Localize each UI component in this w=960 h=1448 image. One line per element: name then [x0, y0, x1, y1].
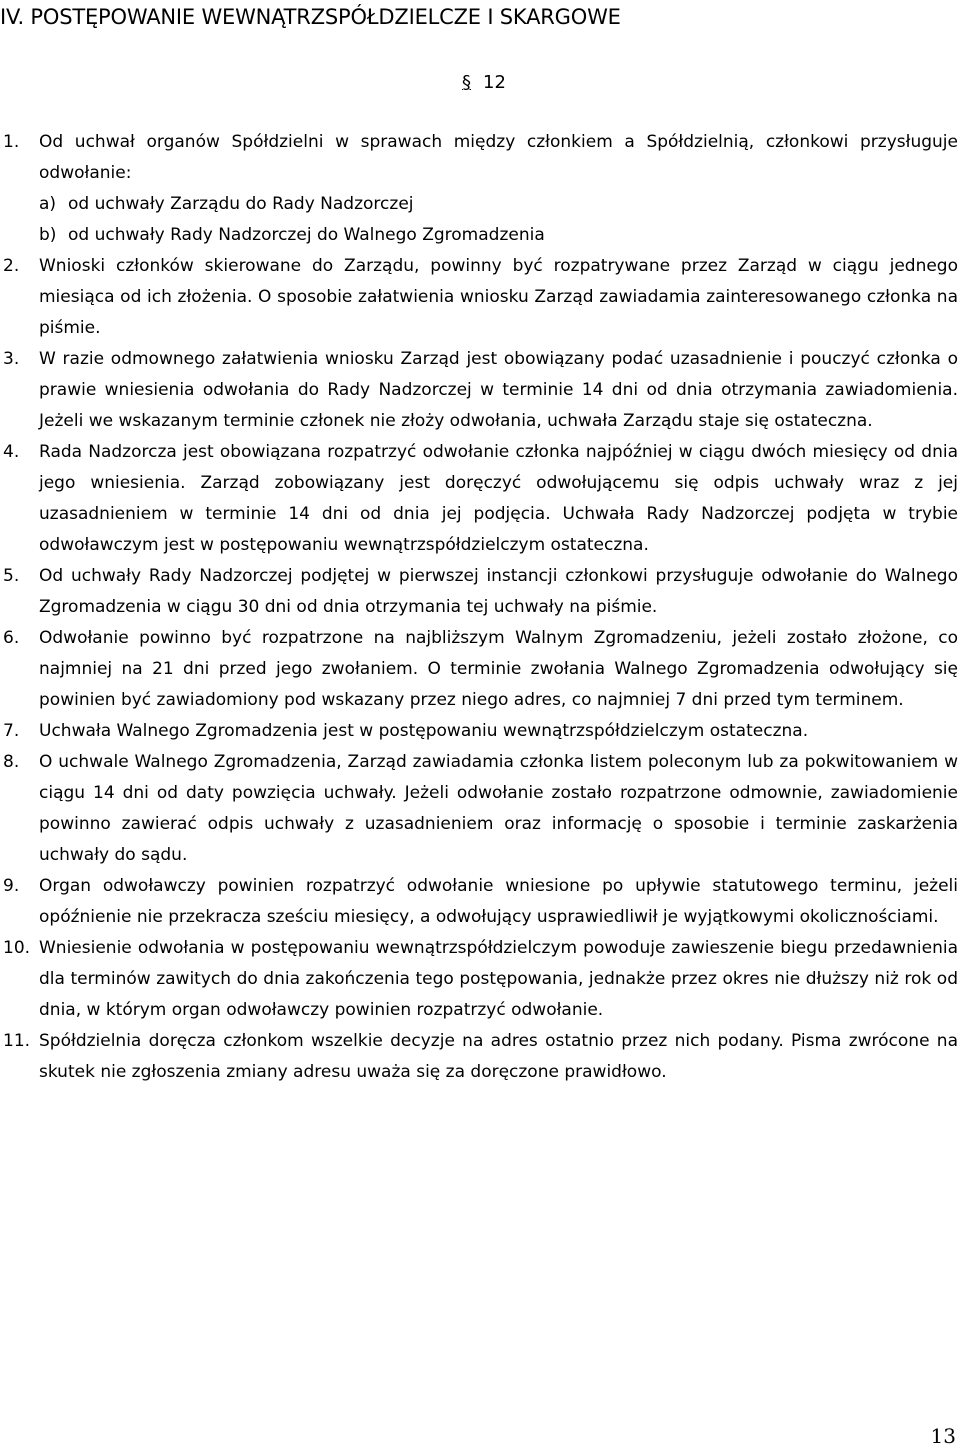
item-number: 10. [3, 938, 31, 958]
item-text: Uchwała Walnego Zgromadzenia jest w postępowaniu wewnątrzspółdzielczym ostateczna. [39, 721, 809, 741]
list-item [0, 933, 958, 1026]
sub-item-letter: a) [39, 194, 57, 214]
item-number: 9. [3, 876, 20, 896]
sub-item [39, 220, 958, 251]
list-item [0, 747, 958, 871]
chapter-title: IV. POSTĘPOWANIE WEWNĄTRZSPÓŁDZIELCZE I SKARGOWE [0, 5, 621, 29]
item-number: 11. [3, 1031, 31, 1051]
item-text: Odwołanie powinno być rozpatrzone na najbliższym Walnym Zgromadzeniu, jeżeli zostało złożone, co najmniej na 21 dni przed jego zwołaniem. O terminie zwołania Walnego Zgromadzenia odwołujący się powinien być zawiadomiony pod wskazany przez niego adres, co najmniej 7 dni przed tym terminem. [39, 628, 958, 710]
item-text: Spółdzielnia doręcza członkom wszelkie decyzje na adres ostatnio przez nich podany. Pisma zwrócone na skutek nie zgłoszenia zmiany adresu uważa się za doręczone prawidłowo. [39, 1031, 958, 1082]
item-text: Wnioski członków skierowane do Zarządu, powinny być rozpatrywane przez Zarząd w ciągu jednego miesiąca od ich złożenia. O sposobie załatwienia wniosku Zarząd zawiadamia zainteresowanego członka na piśmie. [39, 256, 958, 338]
item-text: O uchwale Walnego Zgromadzenia, Zarząd zawiadamia członka listem poleconym lub za pokwitowaniem w ciągu 14 dni od daty powzięcia uchwały. Jeżeli odwołanie zostało rozpatrzone odmownie, zawiadomienie powinno zawierać odpis uchwały z uzasadnieniem oraz informację o sposobie i terminie zaskarżenia uchwały do sądu. [39, 752, 958, 865]
item-number: 5. [3, 566, 20, 586]
section-heading [462, 72, 506, 94]
item-text: Od uchwał organów Spółdzielni w sprawach między członkiem a Spółdzielnią, członkowi przysługuje odwołanie: [39, 132, 958, 183]
list-item [0, 623, 958, 716]
list-item [0, 127, 958, 251]
list-item [0, 437, 958, 561]
item-number: 7. [3, 721, 20, 741]
section-sign: § [462, 72, 471, 93]
item-number: 3. [3, 349, 20, 369]
item-number: 8. [3, 752, 20, 772]
sub-item-text: od uchwały Zarządu do Rady Nadzorczej [68, 194, 414, 214]
list-item [0, 716, 958, 747]
item-number: 6. [3, 628, 20, 648]
list-item [0, 561, 958, 623]
item-number: 2. [3, 256, 20, 276]
item-text: W razie odmownego załatwienia wniosku Zarząd jest obowiązany podać uzasadnienie i pouczyć członka o prawie wniesienia odwołania do Rady Nadzorczej w terminie 14 dni od dnia otrzymania zawiadomienia. Jeżeli we wskazanym terminie członek nie złoży odwołania, uchwała Zarządu staje się ostateczna. [39, 349, 958, 431]
article-list [0, 127, 958, 1088]
sub-item-text: od uchwały Rady Nadzorczej do Walnego Zgromadzenia [68, 225, 545, 245]
list-item [0, 1026, 958, 1088]
item-number: 4. [3, 442, 20, 462]
item-text: Wniesienie odwołania w postępowaniu wewnątrzspółdzielczym powoduje zawieszenie biegu przedawnienia dla terminów zawitych do dnia zakończenia tego postępowania, jednakże przez okres nie dłuższy niż rok od dnia, w którym organ odwoławczy powinien rozpatrzyć odwołanie. [39, 938, 958, 1020]
item-text: Rada Nadzorcza jest obowiązana rozpatrzyć odwołanie członka najpóźniej w ciągu dwóch miesięcy od dnia jego wniesienia. Zarząd zobowiązany jest doręczyć odwołującemu się odpis uchwały wraz z jej uzasadnieniem w terminie 14 dni od dnia jej podjęcia. Uchwała Rady Nadzorczej podjęta w trybie odwoławczym jest w postępowaniu wewnątrzspółdzielczym ostateczna. [39, 442, 958, 555]
list-item [0, 251, 958, 344]
item-number: 1. [3, 132, 20, 152]
sub-item-letter: b) [39, 225, 57, 245]
section-number: 12 [483, 72, 506, 93]
sub-item [39, 189, 958, 220]
list-item [0, 344, 958, 437]
page-number: 13 [930, 1424, 956, 1448]
item-text: Od uchwały Rady Nadzorczej podjętej w pierwszej instancji członkowi przysługuje odwołanie do Walnego Zgromadzenia w ciągu 30 dni od dnia otrzymania tej uchwały na piśmie. [39, 566, 958, 617]
list-item [0, 871, 958, 933]
item-text: Organ odwoławczy powinien rozpatrzyć odwołanie wniesione po upływie statutowego terminu, jeżeli opóźnienie nie przekracza sześciu miesięcy, a odwołujący usprawiedliwił je wyjątkowymi okolicznościami. [39, 876, 958, 927]
